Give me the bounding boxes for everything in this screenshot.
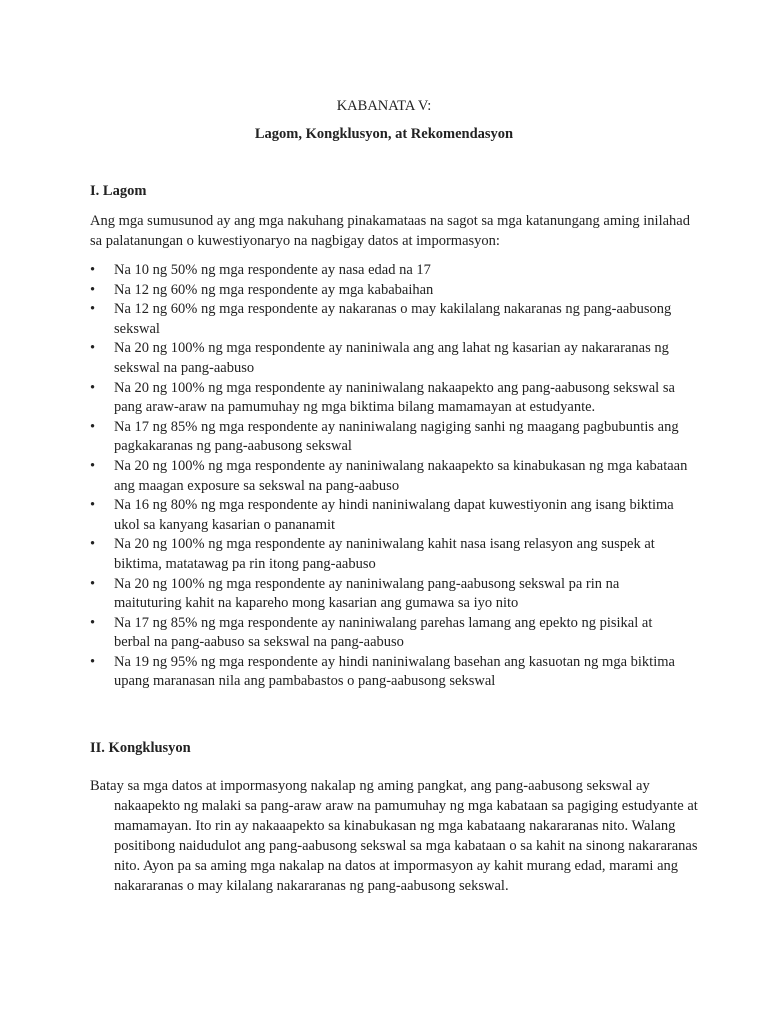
list-item	[90, 575, 690, 614]
chapter-subtitle: Lagom, Kongklusyon, at Rekomendasyon	[254, 126, 514, 142]
lagom-bullet-list	[90, 261, 690, 692]
list-item-text: Na 20 ng 100% ng mga respondente ay naniniwalang nakaapekto sa kinabukasan ng mga kabataan ang maagan exposure sa sekswal na pang-aabuso	[114, 457, 688, 494]
section-heading-lagom: I. Lagom	[90, 183, 147, 199]
list-item-text: Na 19 ng 95% ng mga respondente ay hindi naniniwalang basehan ang kasuotan ng mga biktima upang maranasan nila ang pambabastos o pang-aabusong sekswal	[114, 653, 675, 690]
list-item-text: Na 20 ng 100% ng mga respondente ay naniniwala ang ang lahat ng kasarian ay nakararanas ng sekswal na pang-aabuso	[114, 340, 669, 376]
lagom-intro-paragraph: Ang mga sumusunod ay ang mga nakuhang pinakamataas na sagot sa mga katanungang aming inilahad sa palatanungan o kuwestiyonaryo na nagbigay datos at impormasyon:	[90, 213, 690, 249]
list-item-text: Na 17 ng 85% ng mga respondente ay naniniwalang parehas lamang ang epekto ng pisikal at berbal na pang-aabuso sa sekswal na pang-aabuso	[114, 614, 653, 651]
kongklusyon-paragraph: Batay sa mga datos at impormasyong nakalap ng aming pangkat, ang pang-aabusong sekswal ay nakaapekto ng malaki sa pang-araw araw na pamumuhay ng mga kabataan sa pagiging estudyante at mamamayan. Ito rin ay nakaaapekto sa kinabukasan ng mga kabataang nakararanas nito. Walang positibong naidudulot ang pang-aabusong sekswal sa mga kabataan o sa kahit na sinong nakararanas nito. Ayon pa sa aming mga nakalap na datos at impormasyon ay kahit murang edad, marami ang nakararanas o may kilalang nakararanas ng pang-aabusong sekswal.	[90, 778, 698, 894]
bullet-icon: •	[90, 340, 96, 357]
list-item	[90, 457, 690, 496]
list-item	[90, 496, 690, 535]
list-item	[90, 535, 690, 574]
list-item	[90, 300, 690, 339]
list-item-text: Na 12 ng 60% ng mga respondente ay nakaranas o may kakilalang nakaranas ng pang-aabusong sekswal	[114, 301, 672, 337]
section-heading-kongklusyon: II. Kongklusyon	[90, 740, 191, 756]
bullet-icon: •	[90, 497, 96, 514]
bullet-icon: •	[90, 418, 96, 435]
list-item-text: Na 17 ng 85% ng mga respondente ay naniniwalang nagiging sanhi ng maagang pagbubuntis ang pagkakaranas ng pang-aabusong sekswal	[114, 418, 679, 455]
bullet-icon: •	[90, 575, 96, 592]
list-item-text: Na 12 ng 60% ng mga respondente ay mga kababaihan	[114, 281, 434, 298]
bullet-icon: •	[90, 379, 96, 396]
list-item-text: Na 20 ng 100% ng mga respondente ay naniniwalang kahit nasa isang relasyon ang suspek at biktima, matatawag pa rin itong pang-aabuso	[114, 536, 655, 572]
list-item	[90, 281, 690, 301]
bullet-icon: •	[90, 653, 96, 670]
bullet-icon: •	[90, 457, 96, 474]
list-item	[90, 614, 690, 653]
list-item-text: Na 20 ng 100% ng mga respondente ay naniniwalang pang-aabusong sekswal pa rin na maituturing kahit na kapareho mong kasarian ang gumawa sa iyo nito	[114, 575, 620, 612]
list-item	[90, 379, 690, 418]
bullet-icon: •	[90, 536, 96, 553]
bullet-icon: •	[90, 614, 96, 631]
bullet-icon: •	[90, 301, 96, 318]
bullet-icon: •	[90, 262, 96, 278]
chapter-title: KABANATA V:	[336, 98, 432, 114]
list-item-text: Na 16 ng 80% ng mga respondente ay hindi naniniwalang dapat kuwestiyonin ang isang biktima ukol sa kanyang kasarian o pananamit	[114, 497, 674, 533]
list-item	[90, 653, 690, 692]
list-item-text: Na 10 ng 50% ng mga respondente ay nasa edad na 17	[114, 262, 431, 278]
bullet-icon: •	[90, 281, 96, 298]
list-item	[90, 418, 690, 457]
list-item-text: Na 20 ng 100% ng mga respondente ay naniniwalang nakaapekto ang pang-aabusong sekswal sa pang araw-araw na pamumuhay ng mga biktima bilang mamamayan at estudyante.	[114, 379, 675, 416]
list-item	[90, 261, 690, 281]
list-item	[90, 339, 690, 378]
